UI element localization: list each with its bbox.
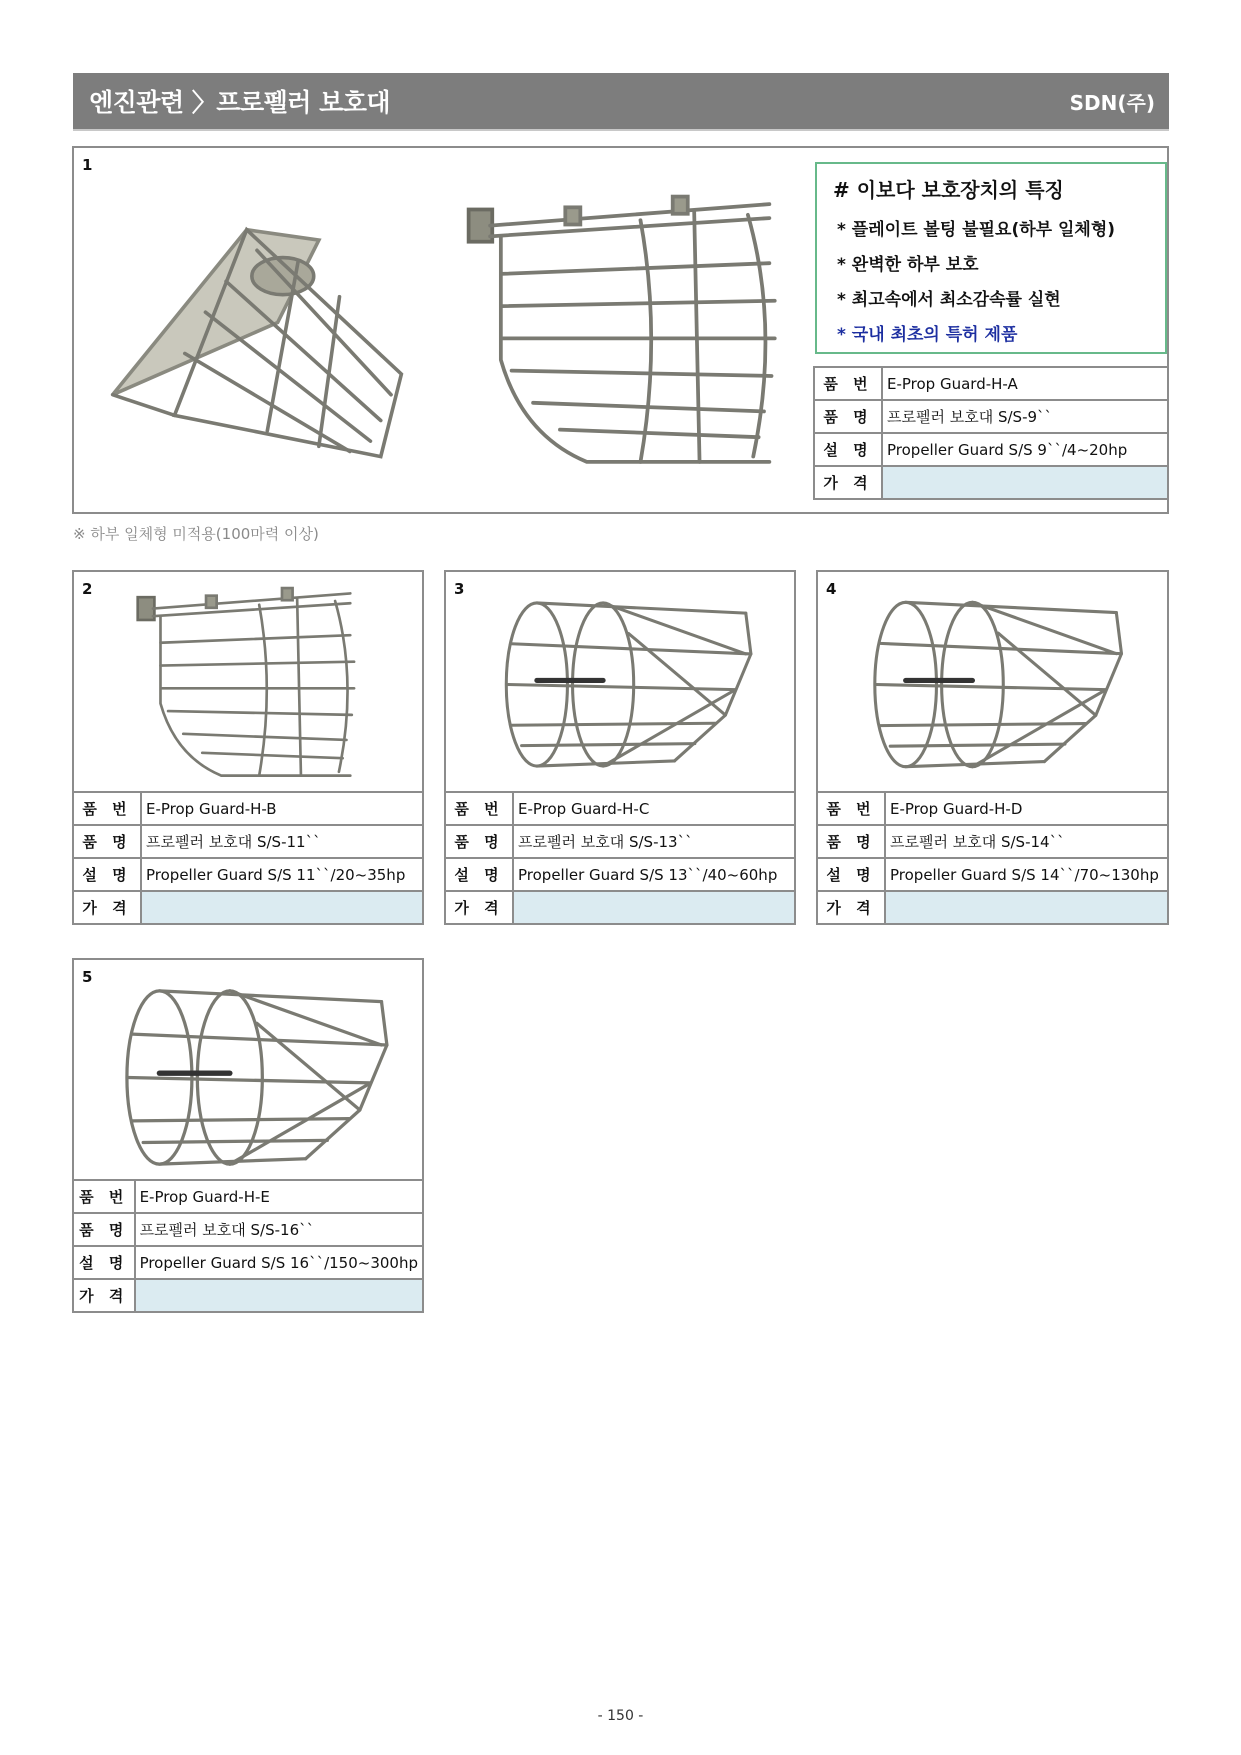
product-image <box>92 188 422 488</box>
product-image <box>491 592 756 777</box>
label-name: 품 명 <box>73 825 141 858</box>
product-image <box>853 592 1133 777</box>
label-price: 가 격 <box>817 891 885 924</box>
spec-table <box>444 791 796 925</box>
product-code: E-Prop Guard-H-E <box>135 1180 423 1213</box>
product-name: 프로펠러 보호대 S/S-13`` <box>513 825 795 858</box>
label-code: 품 번 <box>817 792 885 825</box>
product-number: 3 <box>454 580 465 598</box>
feature-item: * 완벽한 하부 보호 <box>837 255 979 275</box>
label-name: 품 명 <box>445 825 513 858</box>
product-card-3 <box>444 570 796 793</box>
product-desc: Propeller Guard S/S 14``/70~130hp <box>885 858 1168 891</box>
label-desc: 설 명 <box>814 433 882 466</box>
product-name: 프로펠러 보호대 S/S-11`` <box>141 825 423 858</box>
label-code: 품 번 <box>445 792 513 825</box>
product-number: 4 <box>826 580 837 598</box>
product-number: 5 <box>82 968 93 986</box>
product-name: 프로펠러 보호대 S/S-16`` <box>135 1213 423 1246</box>
note-text: ※ 하부 일체형 미적용(100마력 이상) <box>73 525 319 543</box>
product-desc: Propeller Guard S/S 9``/4~20hp <box>882 433 1168 466</box>
product-desc: Propeller Guard S/S 16``/150~300hp <box>135 1246 423 1279</box>
product-card-2 <box>72 570 424 793</box>
page-header <box>73 73 1169 129</box>
label-price: 가 격 <box>73 1279 135 1312</box>
label-price: 가 격 <box>814 466 882 499</box>
product-price <box>135 1279 423 1312</box>
label-code: 품 번 <box>73 792 141 825</box>
spec-table <box>72 791 424 925</box>
product-code: E-Prop Guard-H-A <box>882 367 1168 400</box>
label-name: 품 명 <box>73 1213 135 1246</box>
product-number: 2 <box>82 580 93 598</box>
product-desc: Propeller Guard S/S 13``/40~60hp <box>513 858 795 891</box>
product-card-5 <box>72 958 424 1181</box>
label-desc: 설 명 <box>817 858 885 891</box>
product-price <box>885 891 1168 924</box>
label-name: 품 명 <box>817 825 885 858</box>
label-name: 품 명 <box>814 400 882 433</box>
page-title: 엔진관련 〉프로펠러 보호대 <box>89 88 391 117</box>
product-name: 프로펠러 보호대 S/S-14`` <box>885 825 1168 858</box>
spec-table <box>813 366 1169 500</box>
label-code: 품 번 <box>814 367 882 400</box>
label-desc: 설 명 <box>73 858 141 891</box>
page-number: - 150 - <box>597 1708 644 1724</box>
product-code: E-Prop Guard-H-C <box>513 792 795 825</box>
product-card-4 <box>816 570 1169 793</box>
product-code: E-Prop Guard-H-B <box>141 792 423 825</box>
feature-item: * 국내 최초의 특허 제품 <box>837 325 1018 345</box>
label-desc: 설 명 <box>445 858 513 891</box>
label-desc: 설 명 <box>73 1246 135 1279</box>
product-name: 프로펠러 보호대 S/S-9`` <box>882 400 1168 433</box>
product-price <box>513 891 795 924</box>
label-code: 품 번 <box>73 1180 135 1213</box>
feature-item: * 최고속에서 최소감속률 실현 <box>837 290 1061 310</box>
label-price: 가 격 <box>73 891 141 924</box>
product-image <box>104 980 399 1175</box>
label-price: 가 격 <box>445 891 513 924</box>
product-image <box>454 188 784 478</box>
product-price <box>882 466 1168 499</box>
product-code: E-Prop Guard-H-D <box>885 792 1168 825</box>
product-image <box>124 582 364 787</box>
feature-item: * 플레이트 볼팅 불필요(하부 일체형) <box>837 220 1116 240</box>
product-price <box>141 891 423 924</box>
features-box <box>815 162 1167 354</box>
company-name: SDN(주) <box>1069 90 1155 115</box>
spec-table <box>72 1179 424 1313</box>
product-desc: Propeller Guard S/S 11``/20~35hp <box>141 858 423 891</box>
features-title: # 이보다 보호장치의 특징 <box>833 178 1064 202</box>
spec-table <box>816 791 1169 925</box>
product-number: 1 <box>82 156 93 174</box>
